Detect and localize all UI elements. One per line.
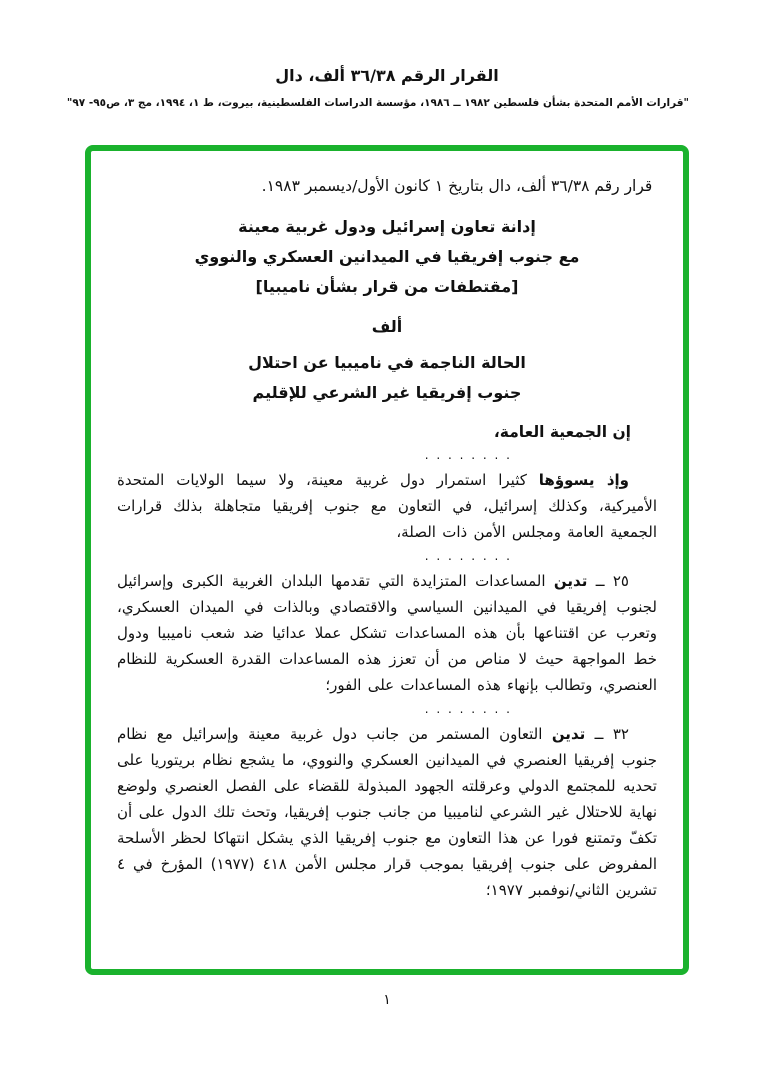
green-border-frame xyxy=(85,145,689,975)
paragraph-text: المساعدات المتزايدة التي تقدمها البلدان الغربية الكبرى وإسرائيل لجنوب إفريقيا في الميدانين السياسي والاقتصادي وبالذات في الميدان العسكري، وتعرب عن اقتناعها بأن هذه المساعدات تشكل عملا عدائيا ضد شعب ناميبيا ودول خط المواجهة حيث لا مناص من أن تعزز هذه المساعدات القدرة العسكرية للنظام العنصري، وتطالب بإنهاء هذه المساعدات على الفور؛ xyxy=(117,572,657,694)
resolution-date-line: قرار رقم ٣٦/٣٨ ألف، دال بتاريخ ١ كانون الأول/ديسمبر ١٩٨٣. xyxy=(261,177,653,195)
page-header xyxy=(66,66,689,109)
section-title-line-2: جنوب إفريقيا غير الشرعي للإقليم xyxy=(252,383,522,402)
ellipsis-separator-1: . . . . . . . . xyxy=(424,448,512,462)
paragraph-lead: تدين xyxy=(553,572,588,590)
section-title xyxy=(117,348,657,408)
paragraph-lead: وإذ يسوؤها xyxy=(538,471,629,489)
preamble-intro: إن الجمعية العامة، xyxy=(493,423,631,441)
section-title-line-1: الحالة الناجمة في ناميبيا عن احتلال xyxy=(248,353,526,372)
resolution-title-line-3: [مقتطفات من قرار بشأن ناميبيا] xyxy=(255,277,519,296)
paragraph-lead: تدين xyxy=(551,725,586,743)
paragraph-number: ٢٥ ــ xyxy=(587,572,629,590)
ellipsis-separator-3: . . . . . . . . xyxy=(424,702,512,716)
paragraph-number: ٣٢ ــ xyxy=(585,725,629,743)
section-letter: ألف xyxy=(371,317,403,336)
paragraph-text: التعاون المستمر من جانب دول غربية معينة وإسرائيل مع نظام جنوب إفريقيا العنصري في الميدانين العسكري والنووي، ما يشجع نظام بريتوريا على تحديه للمجتمع الدولي وعرقلته الجهود المبذولة للقضاء على الفصل العنصري ولوضع نهاية للاحتلال غير الشرعي لناميبيا من جانب جنوب إفريقيا، وتحث تلك الدول على أن تكفّ وتمتنع فورا عن هذا التعاون مع جنوب إفريقيا الذي يشكل انتهاكا لحظر الأسلحة المفروض على جنوب إفريقيا بموجب قرار مجلس الأمن ٤١٨ (١٩٧٧) المؤرخ في ٤ تشرين الثاني/نوفمبر ١٩٧٧؛ xyxy=(117,725,658,899)
page-number: ١ xyxy=(383,992,391,1008)
operative-paragraph-32 xyxy=(117,721,657,903)
resolution-header-title: القرار الرقم ٣٦/٣٨ ألف، دال xyxy=(275,66,499,85)
paragraph-text: كثيرا استمرار دول غربية معينة، ولا سيما الولايات المتحدة الأميركية، وكذلك إسرائيل، في التعاون مع جنوب إفريقيا متجاهلة بذلك قرارات الجمعية العامة ومجلس الأمن ذات الصلة، xyxy=(117,471,657,541)
resolution-title xyxy=(117,212,657,302)
source-citation-line: "قرارات الأمم المتحدة بشأن فلسطين ١٩٨٢ ــ ١٩٨٦، مؤسسة الدراسات الفلسطينية، بيروت، ط ١، ١٩٩٤، مج ٣، ص٩٥- ٩٧" xyxy=(66,97,689,109)
operative-paragraph-25 xyxy=(117,568,657,698)
resolution-title-line-2: مع جنوب إفريقيا في الميدانين العسكري والنووي xyxy=(194,247,580,266)
ellipsis-separator-2: . . . . . . . . xyxy=(424,549,512,563)
resolution-title-line-1: إدانة تعاون إسرائيل ودول غربية معينة xyxy=(238,217,536,236)
preamble-paragraph xyxy=(117,467,657,545)
